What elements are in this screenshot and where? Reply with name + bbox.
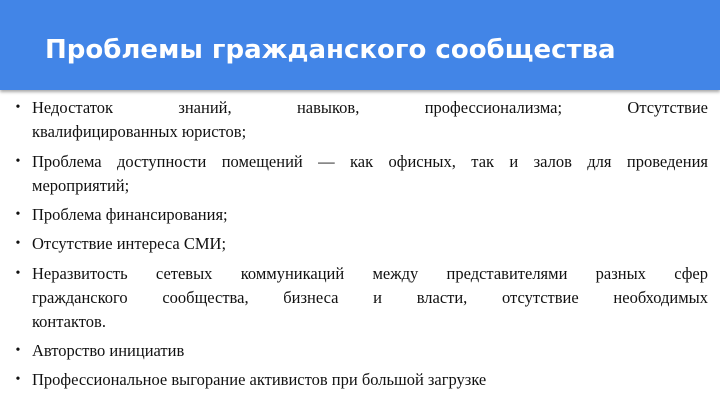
list-item-burnout <box>15 368 708 392</box>
bullet-icon: • <box>15 343 21 358</box>
list-item-line: мероприятий; <box>32 176 130 195</box>
bullet-icon: • <box>15 100 21 115</box>
list-item-networks <box>15 262 708 334</box>
bullet-icon: • <box>15 372 21 387</box>
bullet-icon: • <box>15 154 21 169</box>
list-item-line: Проблема финансирования; <box>32 205 228 224</box>
list-item-line: квалифицированных юристов; <box>32 122 247 141</box>
list-item-initiatives <box>15 339 708 363</box>
list-item-line: Недостаток знаний, навыков, профессионализма; Отсутствие <box>32 98 708 117</box>
list-item-premises <box>15 150 708 198</box>
list-item-line: Авторство инициатив <box>32 341 185 360</box>
title-bar <box>0 0 720 90</box>
bullet-icon: • <box>15 266 21 281</box>
slide-title: Проблемы гражданского сообщества <box>45 35 616 65</box>
list-item-line: гражданского сообщества, бизнеса и власти, отсутствие необходимых <box>32 288 708 307</box>
bullet-icon: • <box>15 207 21 222</box>
list-item-line: Проблема доступности помещений — как офисных, так и залов для проведения <box>32 152 708 171</box>
list-item-line: Неразвитость сетевых коммуникаций между представителями разных сфер <box>32 264 708 283</box>
list-item-line: контактов. <box>32 312 106 331</box>
bullet-icon: • <box>15 236 21 251</box>
list-item-line: Отсутствие интереса СМИ; <box>32 234 227 253</box>
list-item-line: Профессиональное выгорание активистов при большой загрузке <box>32 370 487 389</box>
list-item-media <box>15 232 708 256</box>
list-item-financing <box>15 203 708 227</box>
list-item-knowledge <box>15 96 708 144</box>
